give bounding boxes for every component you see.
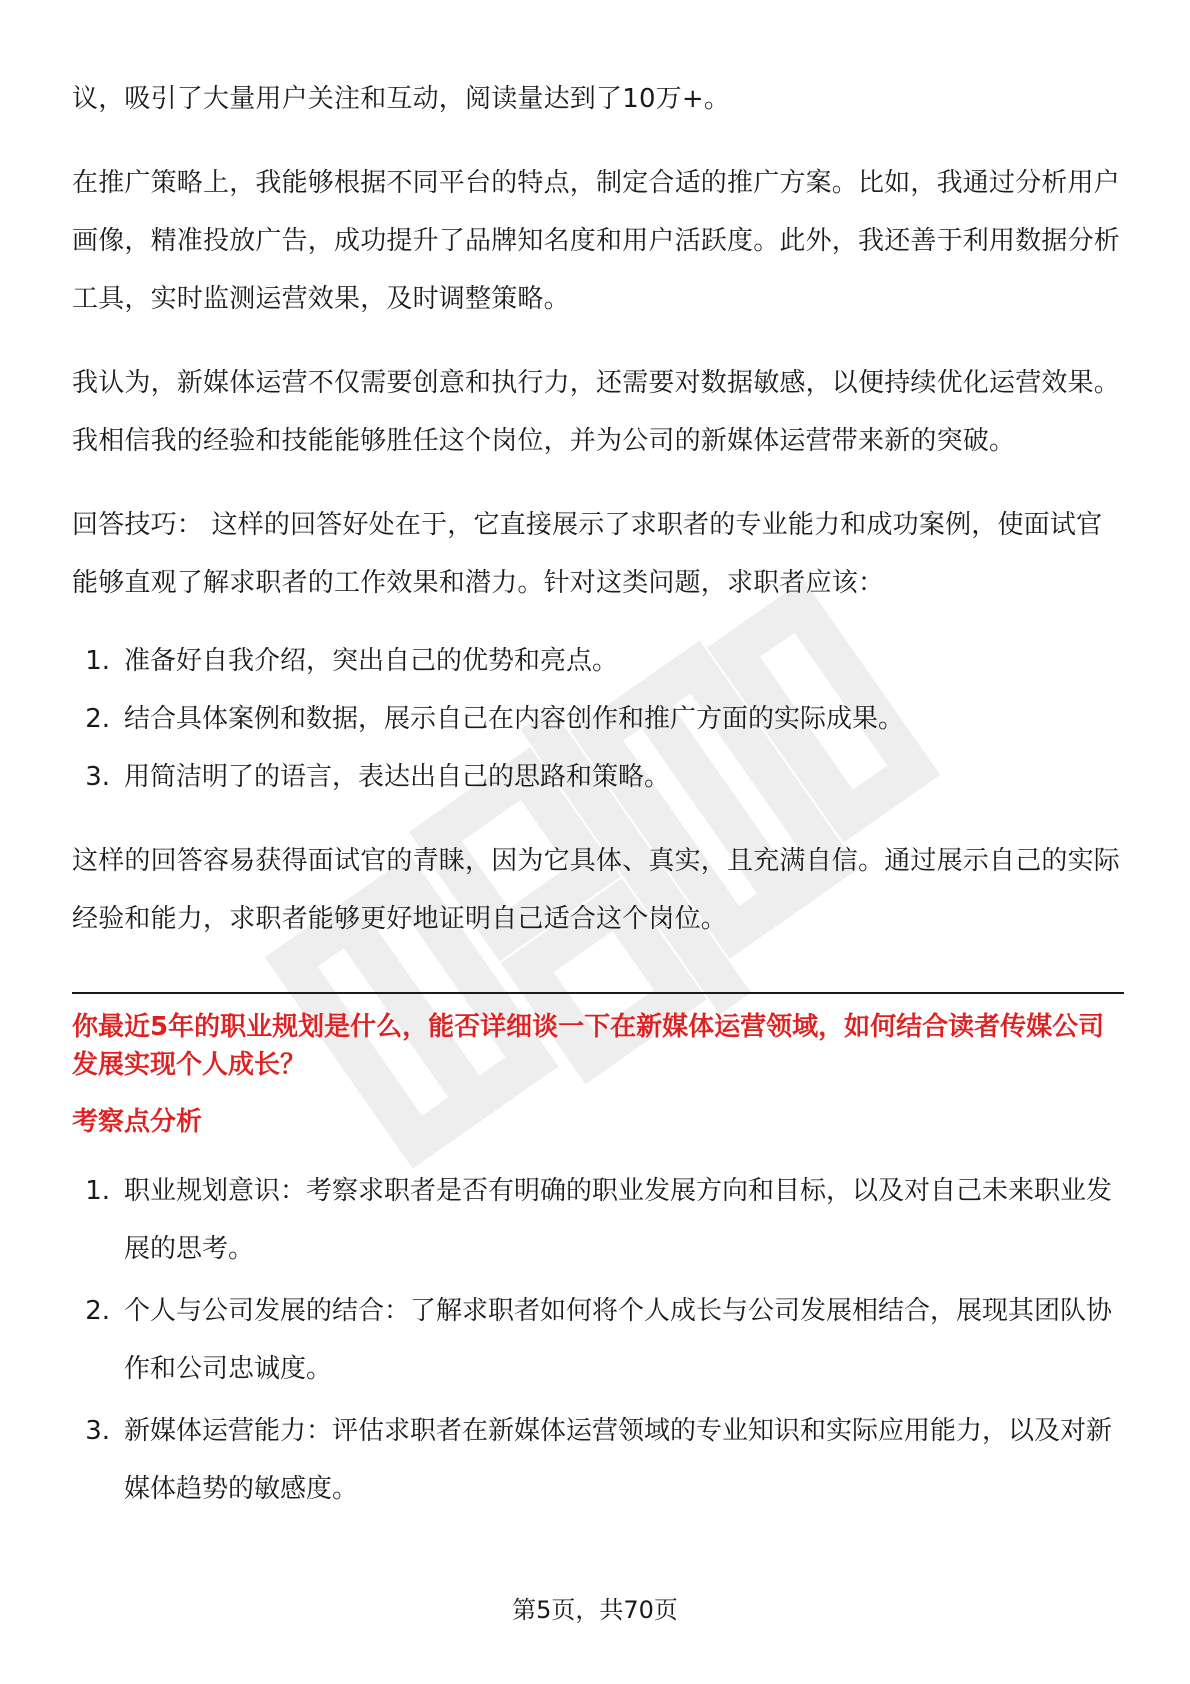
interview-question: 你最近5年的职业规划是什么，能否详细谈一下在新媒体运营领域，如何结合读者传媒公司发展实现个人成长？	[72, 1012, 1105, 1080]
analysis-list	[72, 1162, 1122, 1518]
list-item: 1. 职业规划意识：考察求职者是否有明确的职业发展方向和目标，以及对自己未来职业发展的思考。	[85, 1176, 1113, 1264]
paragraph-continued: 议，吸引了大量用户关注和互动，阅读量达到了10万+。	[72, 84, 731, 114]
main-content	[72, 70, 1122, 1518]
list-item: 3. 新媒体运营能力：评估求职者在新媒体运营领域的专业知识和实际应用能力，以及对新媒体趋势的敏感度。	[85, 1416, 1113, 1504]
paragraph-conclusion: 这样的回答容易获得面试官的青睐，因为它具体、真实，且充满自信。通过展示自己的实际经验和能力，求职者能够更好地证明自己适合这个岗位。	[72, 846, 1121, 934]
paragraph-answer-tips: 回答技巧： 这样的回答好处在于，它直接展示了求职者的专业能力和成功案例，使面试官能够直观了解求职者的工作效果和潜力。针对这类问题，求职者应该：	[72, 510, 1103, 598]
page-number-footer: 第5页，共70页	[512, 1596, 678, 1624]
paragraph-opinion: 我认为，新媒体运营不仅需要创意和执行力，还需要对数据敏感，以便持续优化运营效果。我相信我的经验和技能能够胜任这个岗位，并为公司的新媒体运营带来新的突破。	[72, 368, 1121, 456]
analysis-heading: 考察点分析	[72, 1107, 203, 1137]
paragraph-promotion-strategy: 在推广策略上，我能够根据不同平台的特点，制定合适的推广方案。比如，我通过分析用户画像，精准投放广告，成功提升了品牌知名度和用户活跃度。此外，我还善于利用数据分析工具，实时监测运营效果，及时调整策略。	[72, 168, 1121, 314]
list-item: 2. 个人与公司发展的结合：了解求职者如何将个人成长与公司发展相结合，展现其团队协作和公司忠诚度。	[85, 1296, 1113, 1384]
list-item: 3. 用简洁明了的语言，表达出自己的思路和策略。	[85, 762, 671, 792]
list-item: 2. 结合具体案例和数据，展示自己在内容创作和推广方面的实际成果。	[85, 704, 905, 734]
tips-list	[72, 632, 1122, 806]
list-item: 1. 准备好自我介绍，突出自己的优势和亮点。	[85, 646, 619, 676]
